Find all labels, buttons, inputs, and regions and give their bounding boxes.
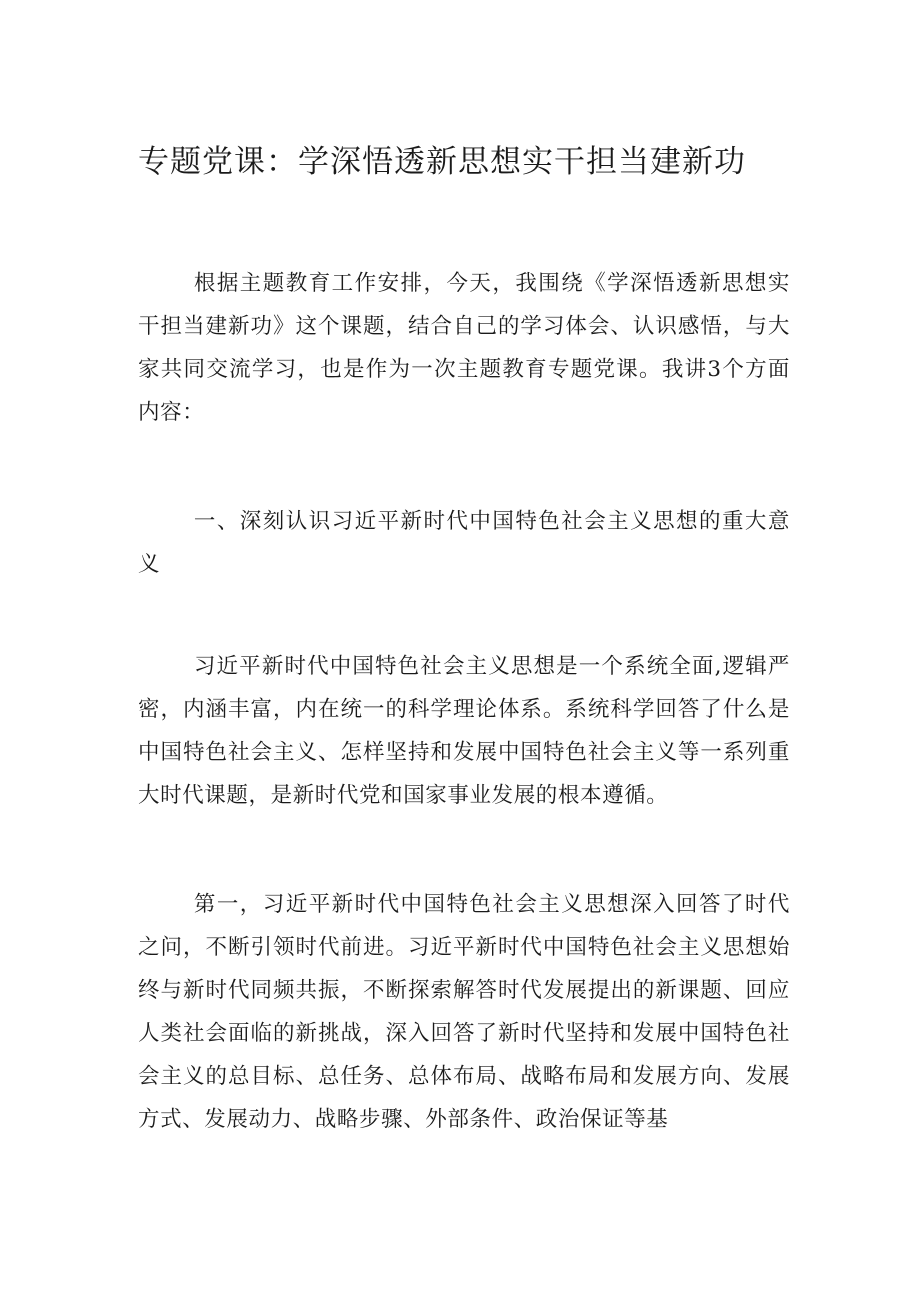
intro-paragraph: 根据主题教育工作安排，今天，我围绕《学深悟透新思想实干担当建新功》这个课题，结合自己的学习体会、认识感悟，与大家共同交流学习，也是作为一次主题教育专题党课。我讲3个方面内容： bbox=[138, 271, 790, 425]
section-one-paragraph: 习近平新时代中国特色社会主义思想是一个系统全面,逻辑严密，内涵丰富，内在统一的科学理论体系。系统科学回答了什么是中国特色社会主义、怎样坚持和发展中国特色社会主义等一系列重大时代课题，是新时代党和国家事业发展的根本遵循。 bbox=[138, 654, 790, 808]
section-one-heading: 一、深刻认识习近平新时代中国特色社会主义思想的重大意义 bbox=[138, 509, 790, 577]
first-point-paragraph: 第一，习近平新时代中国特色社会主义思想深入回答了时代之问，不断引领时代前进。习近平新时代中国特色社会主义思想始终与新时代同频共振，不断探索解答时代发展提出的新课题、回应人类社会面临的新挑战，深入回答了新时代坚持和发展中国特色社会主义的总目标、总任务、总体布局、战略布局和发展方向、发展方式、发展动力、战略步骤、外部条件、政治保证等基 bbox=[138, 892, 790, 1132]
document-title: 专题党课：学深悟透新思想实干担当建新功 bbox=[138, 144, 746, 180]
